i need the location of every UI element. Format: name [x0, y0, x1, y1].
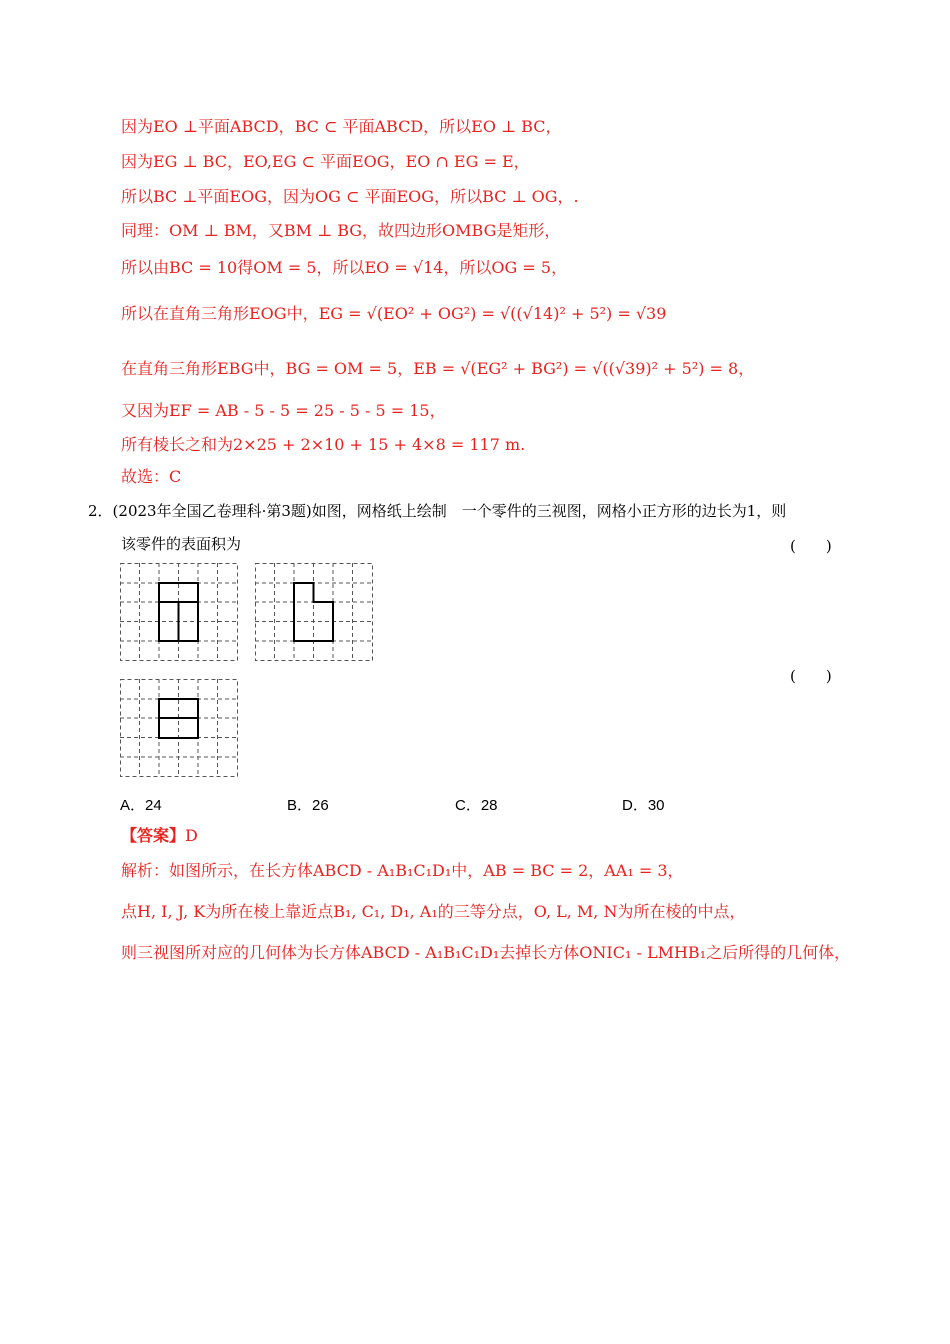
- answer-paren: ( ): [790, 537, 832, 555]
- option-a: A．24: [120, 797, 162, 814]
- answer-line: [121, 825, 198, 847]
- solution-line-5: 所以由BC = 10得OM = 5，所以EO = √14，所以OG = 5，: [121, 258, 568, 277]
- analysis-line-2: 点H, I, J, K为所在棱上靠近点B₁, C₁, D₁, A₁的三等分点，O, L, M, N为所在棱的中点，: [121, 902, 746, 921]
- analysis-line-1: 解析：如图所示，在长方体ABCD - A₁B₁C₁D₁中，AB = BC = 2，AA₁ = 3，: [121, 861, 684, 880]
- answer-paren-2: ( ): [790, 667, 832, 685]
- analysis-line-3: 则三视图所对应的几何体为长方体ABCD - A₁B₁C₁D₁去掉长方体ONIC₁ - LMHB₁之后所得的几何体，: [121, 943, 851, 962]
- solution-line-10: 故选：C: [121, 467, 182, 486]
- grid-lines: [255, 563, 373, 661]
- question-text-line1: 如图，网格纸上绘制 一个零件的三视图，网格小正方形的边长为1，则: [311, 502, 787, 520]
- solution-line-6: 所以在直角三角形EOG中，EG = √(EO² + OG²) = √((√14)² + 5²) = √39: [121, 304, 667, 323]
- option-d: D．30: [622, 797, 665, 814]
- question-number: 2．: [88, 502, 113, 520]
- question-text-line2: 该零件的表面积为: [121, 535, 242, 553]
- solution-line-4: 同理：OM ⊥ BM，又BM ⊥ BG，故四边形OMBG是矩形，: [121, 221, 561, 240]
- question-2-header: [88, 500, 786, 522]
- answer-label: 【答案】: [121, 826, 186, 845]
- grid-lines: [120, 679, 238, 777]
- front-view-figure: [120, 563, 240, 663]
- answer-value: D: [185, 826, 198, 845]
- solution-line-7: 在直角三角形EBG中，BG = OM = 5，EB = √(EG² + BG²) = √((√39)² + 5²) = 8，: [121, 359, 755, 378]
- side-view-figure: [255, 563, 375, 663]
- solution-line-2: 因为EG ⊥ BC，EO,EG ⊂ 平面EOG，EO ∩ EG = E，: [121, 152, 530, 171]
- solution-line-3: 所以BC ⊥平面EOG，因为OG ⊂ 平面EOG，所以BC ⊥ OG，.: [121, 187, 579, 206]
- solution-line-1: 因为EO ⊥平面ABCD，BC ⊂ 平面ABCD，所以EO ⊥ BC，: [121, 117, 562, 136]
- solution-line-8: 又因为EF = AB - 5 - 5 = 25 - 5 - 5 = 15，: [121, 401, 446, 420]
- top-view-figure: [120, 679, 240, 779]
- option-c: C．28: [455, 797, 498, 814]
- top-view-outline: [159, 699, 198, 738]
- solution-line-9: 所有棱长之和为2×25 + 2×10 + 15 + 4×8 = 117 m.: [121, 435, 526, 454]
- question-source: (2023年全国乙卷理科·第3题): [112, 502, 312, 520]
- option-b: B．26: [287, 797, 329, 814]
